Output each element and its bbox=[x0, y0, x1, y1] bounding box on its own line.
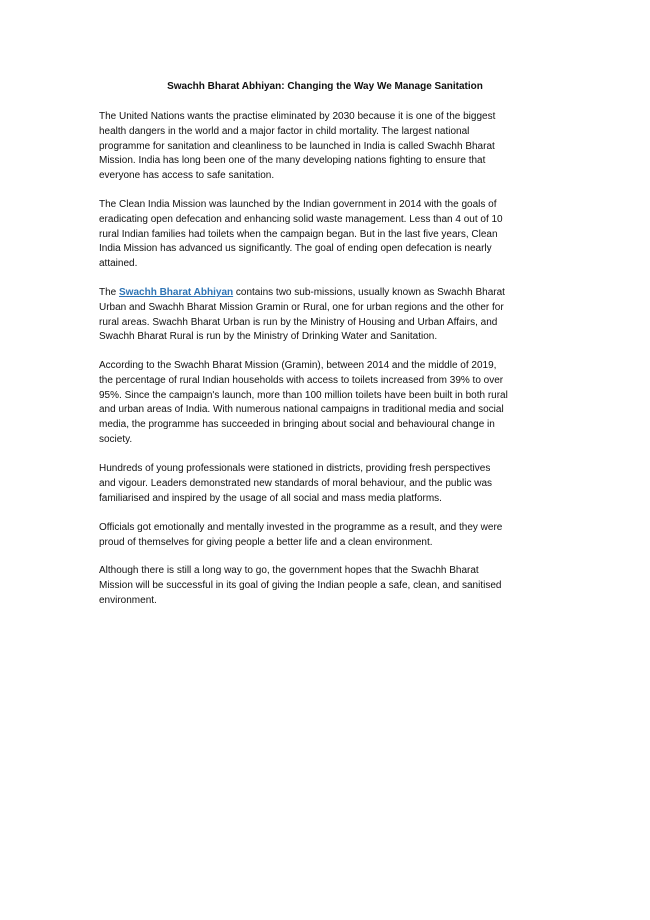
text-line: media, the programme has succeeded in bringing about social and behavioural change in bbox=[99, 419, 495, 431]
text-line bbox=[99, 286, 569, 301]
paragraph-1 bbox=[99, 110, 569, 184]
text-line: the percentage of rural Indian households with access to toilets increased from 39% to over bbox=[99, 374, 504, 386]
text-line: eradicating open defecation and enhancing solid waste management. Less than 4 out of 10 bbox=[99, 213, 503, 225]
paragraph-5 bbox=[99, 462, 569, 506]
paragraph-4 bbox=[99, 359, 569, 448]
text-line: 95%. Since the campaign's launch, more than 100 million toilets have been built in both rural bbox=[99, 389, 508, 401]
text-segment: The bbox=[99, 287, 120, 298]
text-line: The United Nations wants the practise eliminated by 2030 because it is one of the biggest bbox=[99, 111, 496, 122]
text-line: programme for sanitation and cleanliness to be launched in India is called Swachh Bharat bbox=[99, 140, 495, 152]
text-line: environment. bbox=[99, 594, 157, 606]
text-line: India Mission has advanced us significantly. The goal of ending open defecation is nearly bbox=[99, 243, 492, 255]
text-line: society. bbox=[99, 433, 133, 445]
text-line: rural Indian families had toilets when the campaign began. But in the last five years, Clean bbox=[99, 228, 498, 240]
text-segment: contains two sub-missions, usually known as Swachh Bharat bbox=[233, 287, 505, 298]
text-line: health dangers in the world and a major factor in child mortality. The largest national bbox=[99, 125, 470, 137]
paragraph-3 bbox=[99, 286, 569, 345]
paragraph-6 bbox=[99, 521, 569, 551]
text-line: everyone has access to safe sanitation. bbox=[99, 170, 275, 182]
text-line: attained. bbox=[99, 258, 138, 270]
text-line: Urban and Swachh Bharat Mission Gramin or Rural, one for urban regions and the other for bbox=[99, 301, 504, 313]
text-line: Mission will be successful in its goal of giving the Indian people a safe, clean, and sanitised bbox=[99, 579, 502, 591]
text-line: familiarised and inspired by the usage of all social and mass media platforms. bbox=[99, 492, 442, 504]
swachh-bharat-abhiyan-link[interactable]: Swachh Bharat Abhiyan bbox=[119, 287, 234, 298]
paragraph-2 bbox=[99, 198, 569, 272]
text-line: Officials got emotionally and mentally invested in the programme as a result, and they were bbox=[99, 522, 503, 533]
paragraph-7 bbox=[99, 564, 569, 608]
text-line: According to the Swachh Bharat Mission (Gramin), between 2014 and the middle of 2019, bbox=[99, 360, 497, 371]
text-line: Although there is still a long way to go, the government hopes that the Swachh Bharat bbox=[99, 565, 479, 576]
text-line: and urban areas of India. With numerous national campaigns in traditional media and social bbox=[99, 404, 504, 416]
text-line: and vigour. Leaders demonstrated new standards of moral behaviour, and the public was bbox=[99, 477, 493, 489]
text-line: Hundreds of young professionals were stationed in districts, providing fresh perspectives bbox=[99, 463, 491, 474]
document-title: Swachh Bharat Abhiyan: Changing the Way We Manage Sanitation bbox=[167, 81, 483, 92]
text-line: The Clean India Mission was launched by the Indian government in 2014 with the goals of bbox=[99, 199, 497, 210]
text-line: Swachh Bharat Rural is run by the Ministry of Drinking Water and Sanitation. bbox=[99, 331, 438, 343]
text-line: proud of themselves for giving people a better life and a clean environment. bbox=[99, 536, 433, 548]
text-line: rural areas. Swachh Bharat Urban is run by the Ministry of Housing and Urban Affairs, and bbox=[99, 316, 498, 328]
text-line: Mission. India has long been one of the many developing nations fighting to ensure that bbox=[99, 155, 486, 167]
